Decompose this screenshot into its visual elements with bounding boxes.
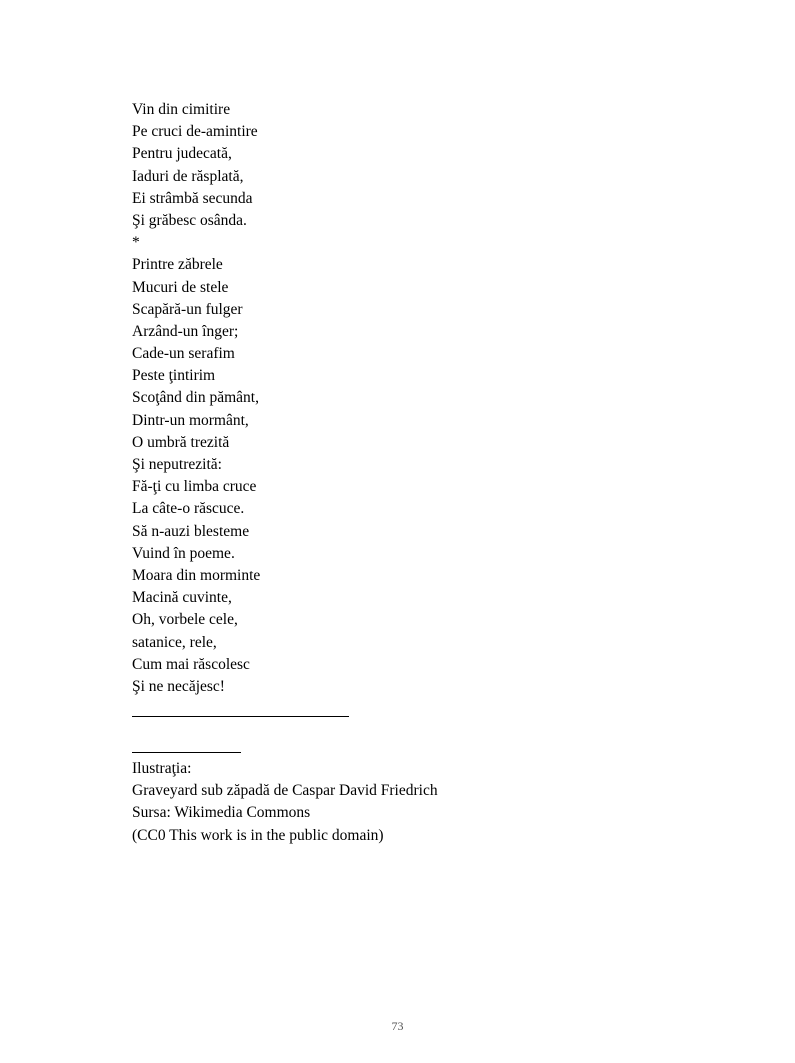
- credits-license: (CC0 This work is in the public domain): [132, 826, 384, 844]
- poem-line: Fă-ţi cu limba cruce: [132, 478, 257, 496]
- poem-line: Printre zăbrele: [132, 256, 223, 274]
- poem-line: Pentru judecată,: [132, 145, 232, 163]
- poem-line: La câte-o răscuce.: [132, 500, 245, 518]
- poem-line: Oh, vorbele cele,: [132, 611, 238, 629]
- footnote-rule: [132, 752, 241, 753]
- poem-line: Macină cuvinte,: [132, 589, 232, 607]
- poem-line: Şi neputrezită:: [132, 456, 222, 473]
- poem-line: satanice, rele,: [132, 633, 217, 651]
- illustration-credits: [132, 758, 438, 847]
- stanza-separator: *: [132, 234, 140, 252]
- credits-label: Ilustraţia:: [132, 760, 192, 777]
- poem-line: Scapără-un fulger: [132, 300, 243, 318]
- end-of-poem-rule: [132, 716, 349, 717]
- poem-line: Scoţând din pământ,: [132, 389, 259, 407]
- credits-source: Sursa: Wikimedia Commons: [132, 804, 311, 822]
- poem-line: Şi grăbesc osânda.: [132, 211, 247, 229]
- page-number: 73: [391, 1019, 404, 1033]
- poem-line: Dintr-un mormânt,: [132, 411, 249, 429]
- poem-line: O umbră trezită: [132, 433, 230, 451]
- poem-line: Să n-auzi blesteme: [132, 522, 250, 540]
- poem-line: Cum mai răscolesc: [132, 655, 250, 673]
- poem-line: Peste ţintirim: [132, 367, 216, 385]
- poem-line: Arzând-un înger;: [132, 322, 239, 340]
- poem-line: Mucuri de stele: [132, 278, 229, 296]
- poem-line: Moara din morminte: [132, 566, 261, 584]
- poem-line: Pe cruci de-amintire: [132, 123, 258, 141]
- poem-line: Cade-un serafim: [132, 345, 235, 363]
- poem-line: Vuind în poeme.: [132, 544, 235, 562]
- poem-line: Ei strâmbă secunda: [132, 189, 253, 207]
- credits-artwork: Graveyard sub zăpadă de Caspar David Friedrich: [132, 782, 438, 800]
- poem-line: Şi ne necăjesc!: [132, 677, 225, 695]
- poem-line: Vin din cimitire: [132, 101, 231, 118]
- poem-body: [132, 99, 260, 698]
- poem-line: Iaduri de răsplată,: [132, 167, 244, 185]
